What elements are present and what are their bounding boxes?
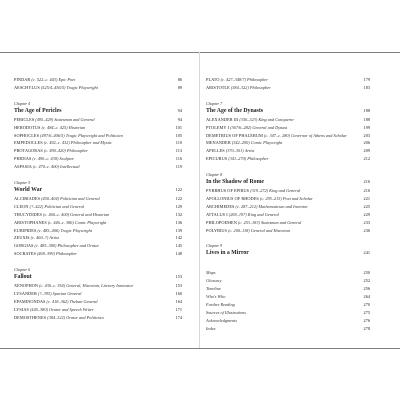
entry-label — [206, 187, 300, 195]
toc-entry[interactable] — [14, 306, 182, 314]
entry-name: MENANDER — [206, 140, 231, 146]
entry-description: (c. 430–c. 354) General, Historian, Literary Innovator — [39, 283, 134, 289]
toc-entry[interactable] — [14, 290, 182, 298]
entry-label — [14, 163, 80, 171]
toc-entry[interactable] — [206, 147, 370, 155]
toc-entry[interactable] — [14, 195, 182, 203]
entry-page-number: 174 — [175, 314, 182, 320]
entry-page-number: 160 — [175, 291, 182, 297]
entry-name: PHILOPOEMEN — [206, 219, 237, 225]
entry-page-number: 86 — [177, 77, 182, 82]
entry-page-number: 164 — [175, 298, 182, 304]
entry-description: (450–404) Politician and General — [41, 196, 100, 202]
toc-entry[interactable] — [14, 282, 182, 290]
entry-name: LYSANDER — [14, 291, 37, 297]
toc-entry[interactable] — [14, 84, 182, 92]
entry-description: (384–322) Philosopher — [230, 84, 271, 90]
toc-entry[interactable] — [206, 187, 370, 195]
toc-entry[interactable] — [14, 227, 182, 235]
chapter-title: World War — [14, 187, 43, 194]
entry-name: THUCYDIDES — [14, 211, 42, 217]
entry-name: ALEXANDER III — [206, 116, 239, 122]
entry-page-number: 199 — [363, 124, 370, 130]
entry-label — [206, 76, 268, 84]
entry-page-number: 89 — [177, 84, 182, 90]
entry-page-number: 216 — [363, 188, 370, 194]
entry-page-number: 113 — [175, 148, 182, 154]
back-matter-label: Timeline — [206, 286, 221, 292]
entry-page-number: 233 — [363, 219, 370, 225]
entry-page-number: 209 — [363, 148, 370, 154]
toc-entry[interactable] — [14, 132, 182, 140]
entry-name: ASPASIA — [14, 164, 32, 170]
entry-page-number: 139 — [175, 227, 182, 233]
entry-description: (c. 446–c. 386) Comic Playwright — [47, 219, 107, 225]
toc-entry[interactable] — [206, 84, 370, 92]
entry-page-number: 171 — [175, 306, 182, 312]
chapter-number: Chapter 5 — [14, 180, 31, 186]
entry-page-number: 179 — [363, 77, 370, 82]
entry-name: HERODOTUS — [14, 124, 41, 130]
entry-description: (c. 460–c. 400) General and Historian — [43, 211, 110, 217]
back-matter-label: Who's Who — [206, 294, 226, 300]
chapter-page-number: 153 — [175, 274, 182, 280]
entry-name: POLYBIUS — [206, 227, 227, 233]
toc-entry[interactable] — [206, 203, 370, 211]
back-matter-label: Acknowledgments — [206, 317, 238, 323]
entry-label — [14, 306, 94, 314]
entry-name: PYRRHUS OF EPIRUS — [206, 188, 250, 194]
entry-label — [14, 132, 123, 140]
back-matter-page-number: 256 — [363, 286, 370, 292]
entry-name: PTOLEMY I — [206, 124, 230, 130]
entry-name: SOPHOCLES — [14, 132, 40, 138]
entry-name: PHIDIAS — [14, 156, 32, 162]
entry-page-number: 212 — [363, 156, 370, 162]
entry-label — [206, 195, 313, 203]
entry-label — [14, 227, 92, 235]
chapter-title: The Age of the Dynasts — [206, 107, 264, 114]
entry-label — [206, 203, 308, 211]
entry-label — [14, 147, 88, 155]
chapter-title: Fallout — [14, 274, 32, 281]
entry-description: (c. 427–348/7) Philosopher — [220, 77, 269, 82]
entry-label — [14, 124, 85, 132]
entry-name: PINDAR — [14, 77, 31, 82]
entry-description: (?–422) Politician and General — [29, 203, 84, 209]
entry-description: (469–399) Philosopher — [36, 251, 77, 257]
entry-label — [206, 211, 279, 219]
entry-description: (c. 295–215) Poet and Scholar — [259, 196, 313, 202]
entry-description: (367/6–282) General and Dynast — [230, 124, 288, 130]
back-matter-entry[interactable] — [206, 325, 370, 333]
entry-description: (384–322) Orator and Politician — [47, 314, 104, 320]
entry-description: (c. 287–212) Mathematician and Inventor — [235, 203, 308, 209]
entry-label — [14, 203, 84, 211]
entry-page-number: 132 — [175, 211, 182, 217]
entry-label — [14, 211, 109, 219]
entry-label — [14, 234, 59, 242]
chapter-number: Chapter 8 — [206, 172, 223, 178]
left-page-contents — [14, 76, 182, 322]
entry-page-number: 183 — [363, 84, 370, 90]
entry-page-number: 188 — [363, 116, 370, 122]
chapter-heading[interactable] — [14, 273, 182, 281]
entry-page-number: 142 — [175, 235, 182, 241]
entry-description: (495–429) Statesman and General — [35, 116, 95, 122]
entry-description: (341–270) Philosopher — [228, 156, 269, 162]
chapter-number: Chapter 7 — [206, 100, 223, 106]
chapter-section — [206, 172, 370, 234]
entry-description: (c. 485–406) Tragic Playwright — [37, 227, 92, 233]
entry-page-number: 145 — [175, 243, 182, 249]
entry-description: (?–395) Spartan General — [37, 291, 82, 297]
back-matter-page-number: 278 — [363, 325, 370, 331]
entry-description: (c. 200–118) General and Historian — [228, 227, 290, 233]
right-page-contents — [206, 76, 370, 333]
entry-name: AESCHYLUS — [14, 84, 40, 90]
toc-entry[interactable] — [206, 195, 370, 203]
entry-page-number: 148 — [175, 251, 182, 257]
back-matter-entry[interactable] — [206, 285, 370, 293]
entry-name: ALCIBIADES — [14, 196, 41, 202]
toc-entry[interactable] — [206, 76, 370, 84]
toc-entry[interactable] — [14, 250, 182, 258]
entry-page-number: 101 — [175, 124, 182, 130]
entry-name: EURIPIDES — [14, 227, 37, 233]
chapter-section — [14, 180, 182, 258]
back-matter-page-number: 270 — [363, 302, 370, 308]
top-rule — [0, 52, 400, 53]
entry-label — [206, 155, 268, 163]
chapter-page-number: 241 — [363, 250, 370, 256]
entry-name: LYSIAS — [14, 306, 29, 312]
entry-name: SOCRATES — [14, 251, 36, 257]
back-matter-entry[interactable] — [206, 293, 370, 301]
entry-label — [206, 116, 294, 124]
entry-label — [206, 219, 301, 227]
toc-entry[interactable] — [14, 298, 182, 306]
back-matter-page-number: 276 — [363, 317, 370, 323]
entry-label — [14, 76, 75, 84]
entry-name: PERICLES — [14, 116, 35, 122]
toc-entry[interactable] — [206, 116, 370, 124]
entry-name: XENOPHON — [14, 283, 39, 289]
back-matter-entry[interactable] — [206, 277, 370, 285]
entry-page-number: 94 — [177, 116, 182, 122]
back-matter-label: Maps — [206, 270, 216, 276]
entry-name: ATTALUS I — [206, 211, 228, 217]
toc-entry[interactable] — [14, 124, 182, 132]
chapter-page-number: 122 — [175, 187, 182, 193]
entry-label — [206, 124, 287, 132]
entry-name: DEMETRIUS OF PHALERUM — [206, 132, 263, 138]
chapter-section — [14, 267, 182, 321]
entry-description: (269–197) King and General — [228, 211, 279, 217]
entry-name: EPAMINONDAS — [14, 298, 46, 304]
chapter-heading[interactable] — [206, 249, 370, 257]
entry-page-number: 153 — [175, 283, 182, 289]
chapter-title: In the Shadow of Rome — [206, 179, 264, 186]
entry-description: (319–272) King and General — [250, 188, 301, 194]
toc-entry[interactable] — [206, 227, 370, 235]
toc-entry[interactable] — [14, 139, 182, 147]
page-gutter — [199, 52, 200, 349]
toc-entry[interactable] — [14, 234, 182, 242]
toc-entry[interactable] — [14, 155, 182, 163]
chapter-heading[interactable] — [14, 107, 182, 115]
entry-description: (497/6–406/5) Tragic Playwright and Politician — [40, 132, 123, 138]
entry-page-number: 221 — [363, 196, 370, 202]
entry-page-number: 110 — [175, 140, 182, 146]
entry-name: CLEON — [14, 203, 29, 209]
chapter-page-number: 216 — [363, 179, 370, 185]
entry-page-number: 105 — [175, 132, 182, 138]
toc-entry[interactable] — [14, 163, 182, 171]
entry-label — [14, 250, 77, 258]
entry-page-number: 206 — [363, 140, 370, 146]
entry-page-number: 116 — [175, 156, 182, 162]
back-matter-label: Sources of Illustrations — [206, 309, 246, 315]
entry-label — [14, 242, 99, 250]
toc-entry[interactable] — [14, 147, 182, 155]
entry-description: (342–290) Comic Playwright — [231, 140, 283, 146]
toc-entry[interactable] — [206, 211, 370, 219]
back-matter-page-number: 264 — [363, 294, 370, 300]
back-matter-entry[interactable] — [206, 269, 370, 277]
back-matter-label: Further Reading — [206, 302, 235, 308]
entry-description: (c. 253–183) Statesman and General — [237, 219, 302, 225]
entry-name: PLATO — [206, 77, 220, 82]
chapter-title: The Age of Pericles — [14, 107, 62, 114]
entry-description: (c. 470–c. 400) Intellectual — [32, 164, 80, 170]
entry-description: (c. 490–c. 430) Sculptor — [32, 156, 75, 162]
entry-description: (525/4–456/5) Tragic Playwright — [40, 84, 98, 90]
toc-entry[interactable] — [14, 242, 182, 250]
entry-name: APOLLONIUS OF RHODES — [206, 196, 259, 202]
toc-entry[interactable] — [206, 139, 370, 147]
toc-entry[interactable] — [14, 116, 182, 124]
entry-label — [206, 147, 254, 155]
chapter-heading[interactable] — [206, 107, 370, 115]
entry-description: (c. 347–c. 280) Governor of Athens and Scholar — [264, 132, 347, 138]
entry-label — [14, 195, 100, 203]
chapter-section — [14, 101, 182, 171]
entry-name: APELLES — [206, 148, 225, 154]
entry-description: (c. 492–c. 432) Philosopher and Mystic — [43, 140, 112, 146]
entry-label — [14, 298, 98, 306]
entry-description: (c. 460–?) Artist — [30, 235, 59, 241]
back-matter-entry[interactable] — [206, 317, 370, 325]
entry-name: PROTAGORAS — [14, 148, 43, 154]
entry-description: (c. 484–c. 425) Historian — [41, 124, 86, 130]
entry-label — [14, 314, 104, 322]
entry-name: ARISTOTLE — [206, 84, 230, 90]
entry-name: EMPEDOCLES — [14, 140, 43, 146]
entry-label — [206, 139, 282, 147]
entry-name: ARISTOPHANES — [14, 219, 47, 225]
toc-entry[interactable] — [14, 219, 182, 227]
toc-entry[interactable] — [206, 219, 370, 227]
bottom-rule — [0, 348, 400, 349]
entry-label — [206, 84, 271, 92]
entry-description: (356–323) King and Conqueror — [239, 116, 294, 122]
entry-page-number: 203 — [363, 132, 370, 138]
chapter-heading[interactable] — [206, 178, 370, 186]
chapter-page-number: 94 — [177, 107, 182, 113]
entry-label — [14, 282, 133, 290]
toc-entry[interactable] — [14, 203, 182, 211]
entry-description: (c. 522–c. 443) Epic Poet — [31, 77, 76, 82]
toc-entry[interactable] — [206, 132, 370, 140]
entry-label — [206, 132, 347, 140]
chapter-number: Chapter 9 — [206, 243, 223, 249]
entry-label — [14, 84, 98, 92]
toc-entry[interactable] — [14, 76, 182, 84]
entry-label — [206, 227, 290, 235]
entry-description: (445–380) Orator and Speech Writer — [30, 306, 94, 312]
toc-entry[interactable] — [206, 124, 370, 132]
back-matter-entry[interactable] — [206, 301, 370, 309]
chapter-section — [206, 101, 370, 163]
entry-page-number: 136 — [175, 219, 182, 225]
entry-page-number: 236 — [363, 227, 370, 233]
entry-label — [14, 116, 95, 124]
entry-page-number: 119 — [175, 164, 182, 170]
chapter-page-number: 188 — [363, 107, 370, 113]
back-matter-label: Glossary — [206, 278, 222, 284]
entry-description: (c. 490–420) Philosopher — [43, 148, 88, 154]
chapter-title: Lives in a Mirror — [206, 250, 249, 257]
back-matter-page-number: 252 — [363, 278, 370, 284]
entry-page-number: 129 — [175, 203, 182, 209]
entry-label — [14, 290, 81, 298]
back-matter-list — [206, 269, 370, 332]
entry-name: DEMOSTHENES — [14, 314, 47, 320]
entry-label — [14, 155, 74, 163]
entry-name: EPICURUS — [206, 156, 228, 162]
chapter-number: Chapter 4 — [14, 100, 31, 106]
toc-entry[interactable] — [14, 211, 182, 219]
back-matter-page-number: 250 — [363, 270, 370, 276]
entry-label — [14, 219, 106, 227]
entry-page-number: 225 — [363, 203, 370, 209]
chapter-section — [206, 243, 370, 257]
entry-description: (c. 485–380) Philosopher and Orator — [34, 243, 100, 249]
toc-entry[interactable] — [14, 314, 182, 322]
chapter-heading[interactable] — [14, 186, 182, 194]
entry-name: GORGIAS — [14, 243, 34, 249]
entry-page-number: 229 — [363, 211, 370, 217]
entry-page-number: 122 — [175, 196, 182, 202]
back-matter-page-number: 275 — [363, 309, 370, 315]
entry-description: (c. 418–362) Theban General — [46, 298, 98, 304]
back-matter-label: Index — [206, 325, 216, 331]
entry-description: (370–301) Artist — [225, 148, 255, 154]
entry-name: ARCHIMEDES — [206, 203, 235, 209]
entry-name: ZEUXIS — [14, 235, 30, 241]
toc-entry[interactable] — [206, 155, 370, 163]
back-matter-entry[interactable] — [206, 309, 370, 317]
chapter-number: Chapter 6 — [14, 267, 31, 273]
entry-label — [14, 139, 112, 147]
